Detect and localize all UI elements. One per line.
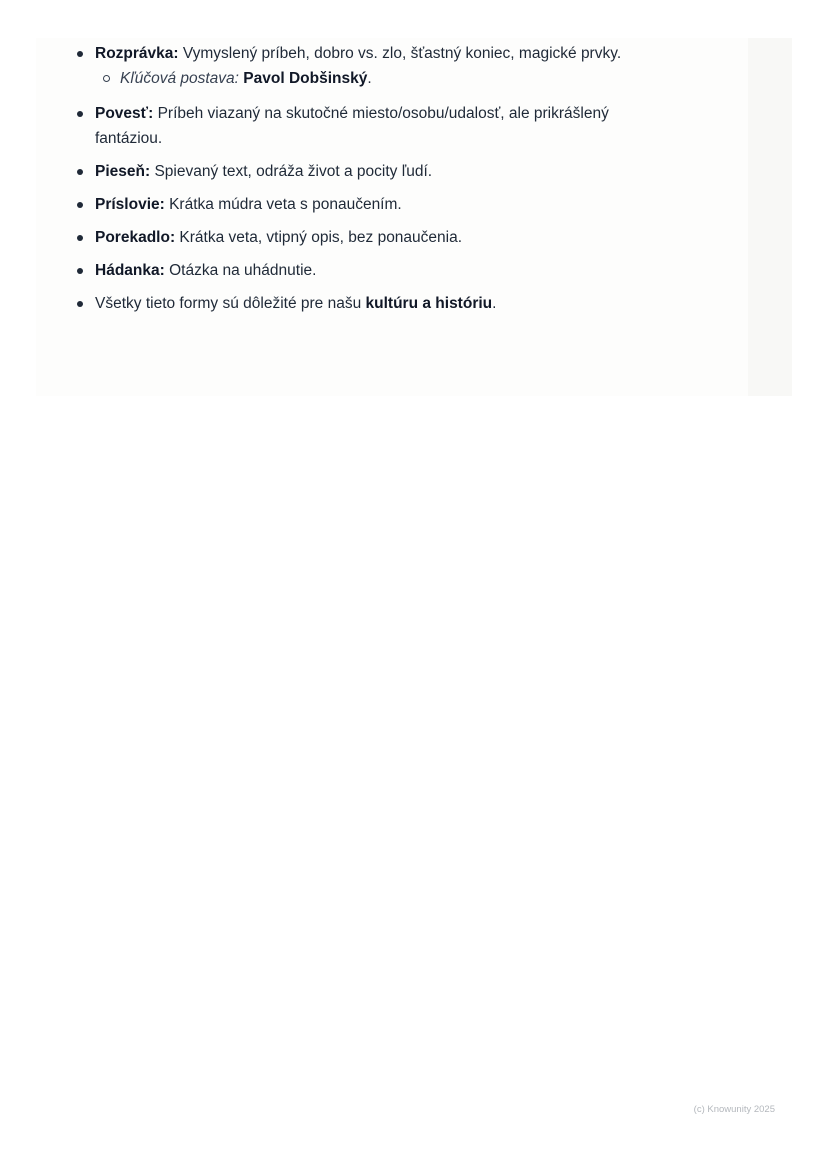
definition: Krátka veta, vtipný opis, bez ponaučenia. <box>175 229 463 246</box>
list-item-piesen <box>95 159 655 184</box>
summary-prefix: Všetky tieto formy sú dôležité pre našu <box>95 295 366 312</box>
sub-name: Pavol Dobšinský <box>243 70 368 87</box>
term: Príslovie: <box>95 196 165 213</box>
sub-label: Kľúčová postava: <box>120 70 239 87</box>
bullet-icon <box>77 268 83 274</box>
summary-bold: kultúru a históriu <box>365 295 493 312</box>
definition: Krátka múdra veta s ponaučením. <box>164 196 402 213</box>
term: Porekadlo: <box>95 229 176 246</box>
list-item-summary <box>95 291 655 316</box>
summary-suffix: . <box>492 295 497 312</box>
content-card <box>36 38 792 396</box>
definition: Vymyslený príbeh, dobro vs. zlo, šťastný koniec, magické prvky. <box>178 45 622 62</box>
list-item-porekadlo <box>95 225 655 250</box>
sub-list-item <box>95 66 655 91</box>
sub-list <box>95 66 655 91</box>
bullet-icon <box>77 202 83 208</box>
term: Hádanka: <box>95 262 165 279</box>
list-item-hadanka <box>95 258 655 283</box>
definition: Spievaný text, odráža život a pocity ľudí. <box>150 163 433 180</box>
term: Pieseň: <box>95 163 151 180</box>
definition: Príbeh viazaný na skutočné miesto/osobu/udalosť, ale prikrášlený fantáziou. <box>95 105 609 147</box>
bullet-icon <box>77 169 83 175</box>
list-item-povest <box>95 101 655 151</box>
list-item-rozpravka <box>95 41 655 91</box>
copyright-footer: (c) Knowunity 2025 <box>693 1104 775 1115</box>
term: Povesť: <box>95 105 154 122</box>
bullet-icon <box>77 235 83 241</box>
side-rail <box>748 38 792 396</box>
bullet-icon <box>77 111 83 117</box>
bullet-icon <box>77 51 83 57</box>
term: Rozprávka: <box>95 45 179 62</box>
list-item-prislovie <box>95 192 655 217</box>
folk-forms-list <box>95 41 655 324</box>
bullet-icon <box>77 301 83 307</box>
sub-end: . <box>367 70 372 87</box>
circle-bullet-icon <box>103 75 110 82</box>
definition: Otázka na uhádnutie. <box>164 262 317 279</box>
